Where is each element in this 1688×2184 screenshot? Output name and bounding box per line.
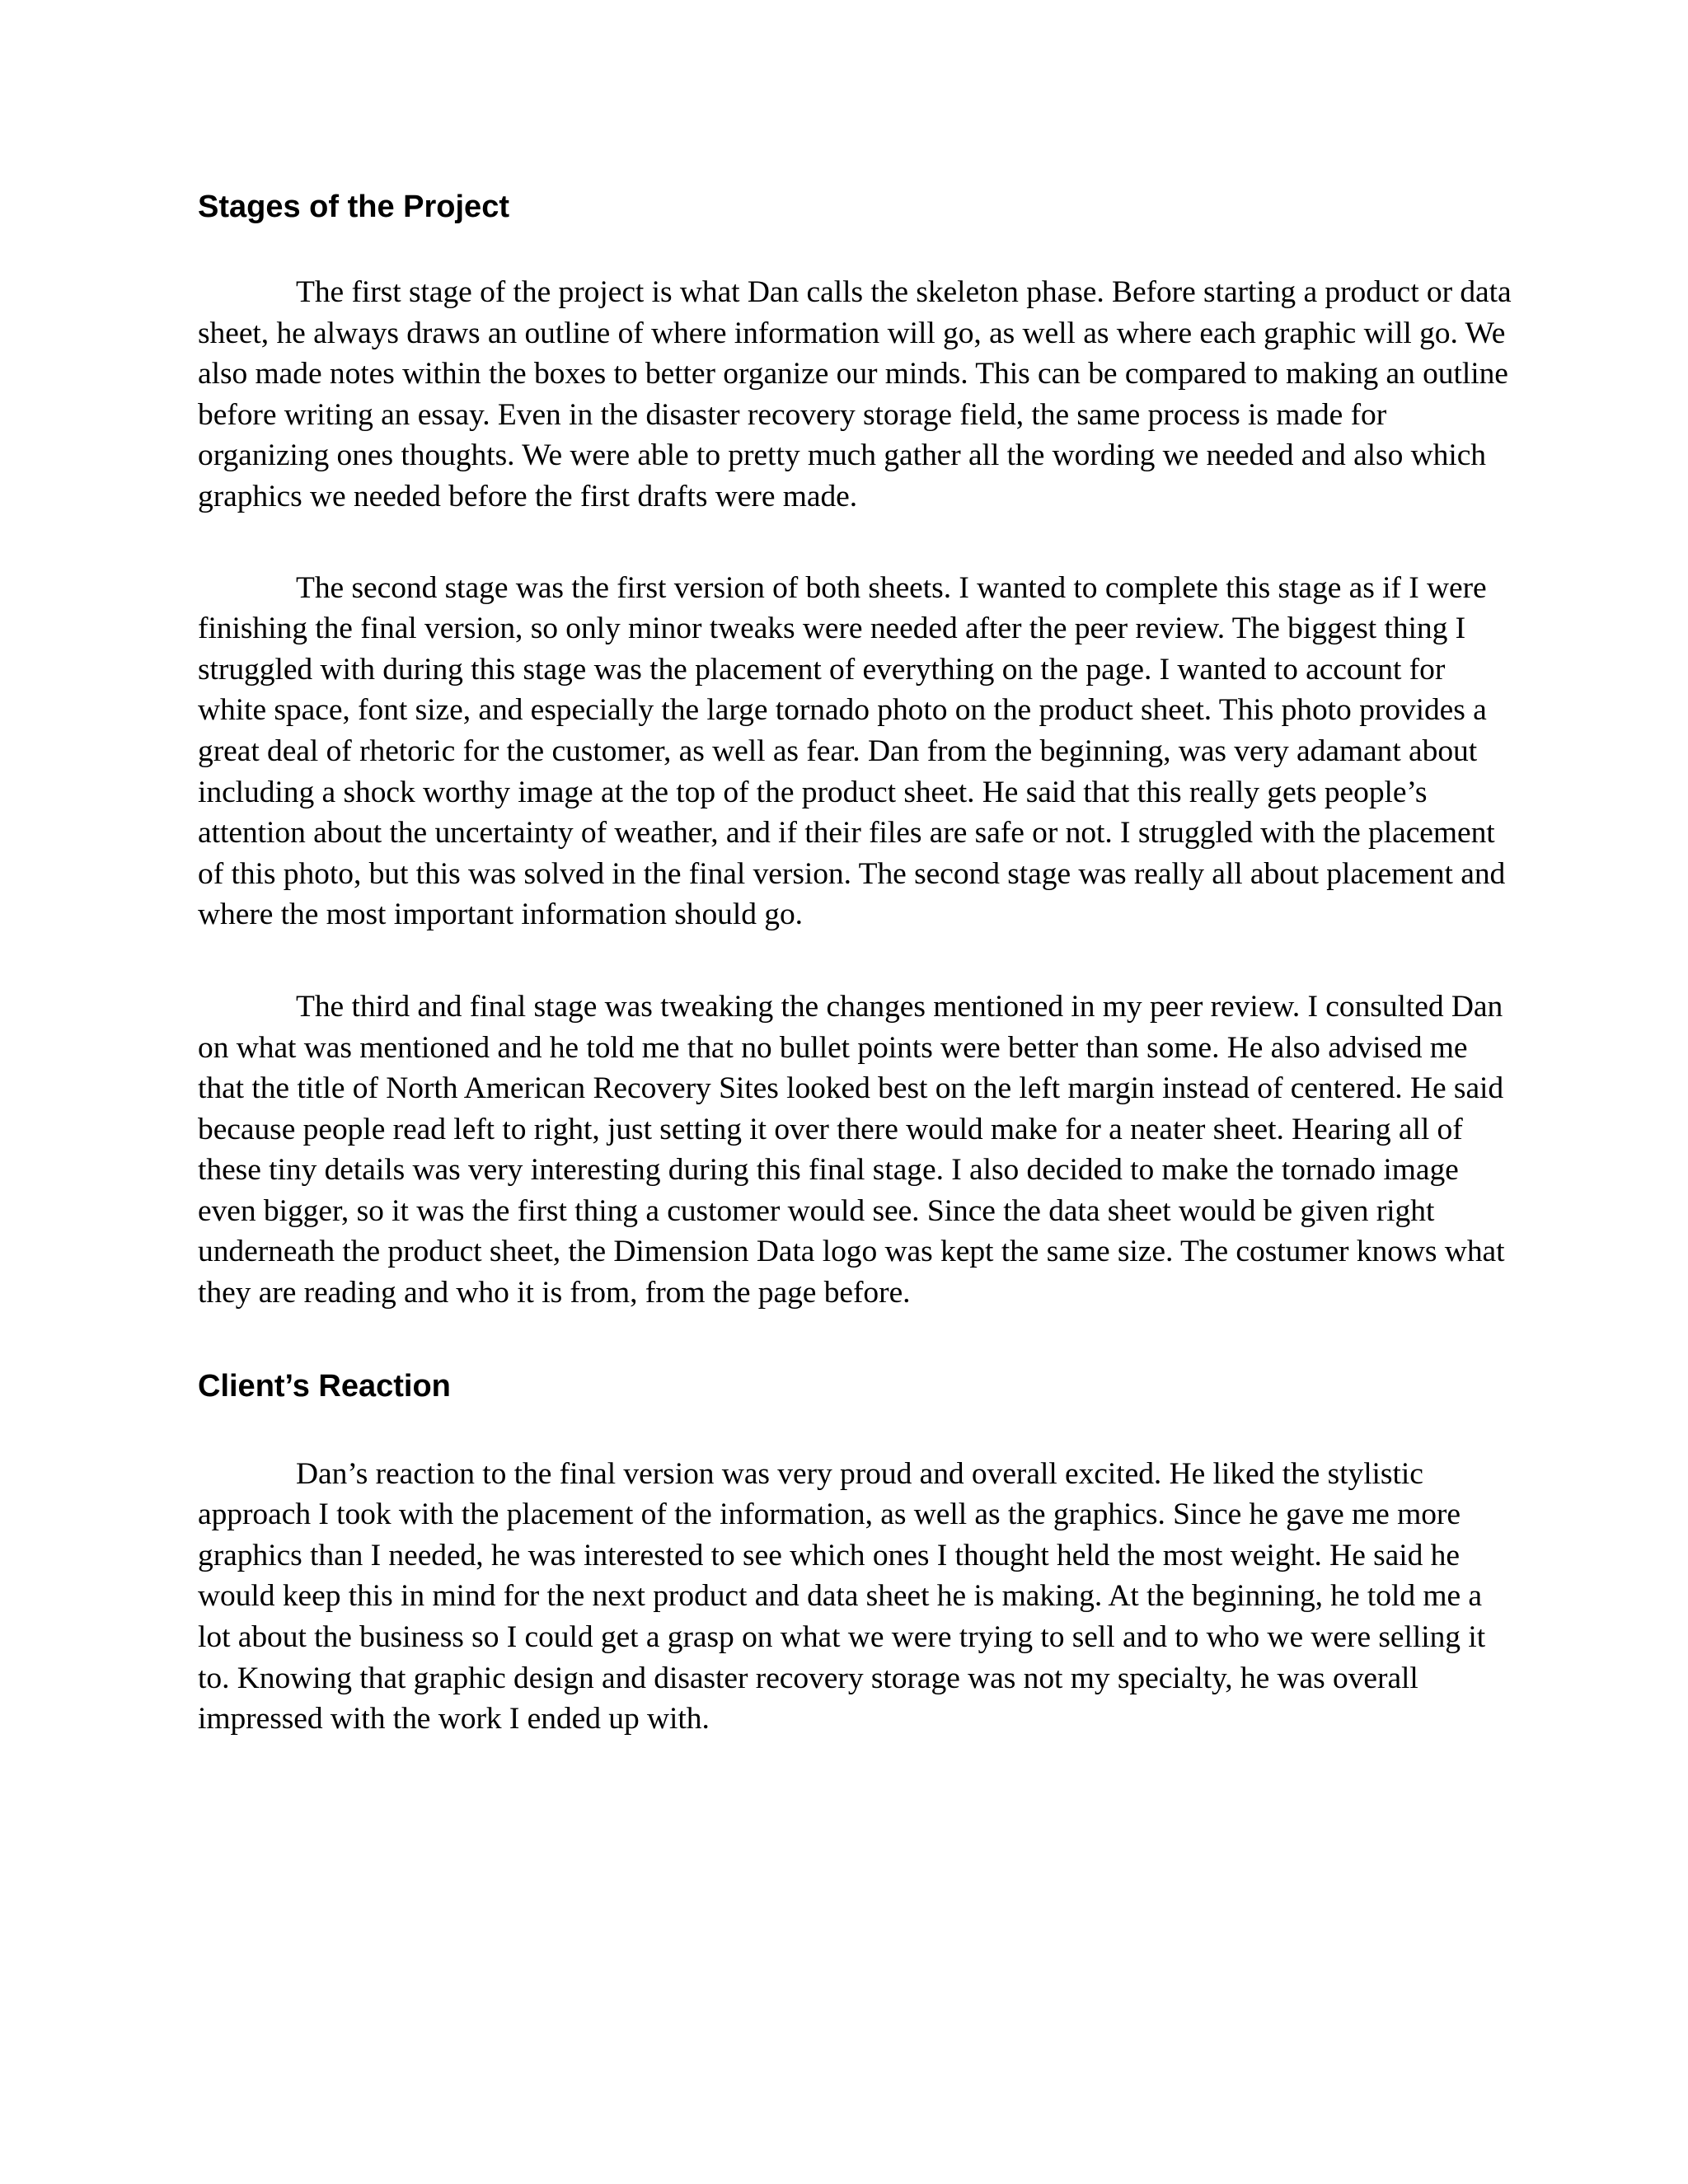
section-heading-reaction: Client’s Reaction	[198, 1368, 451, 1404]
paragraph-third-stage: The third and final stage was tweaking the changes mentioned in my peer review. I consulted Dan on what was mentioned and he told me that no bullet points were better than some. He also advised me that the title of North American Recovery Sites looked best on the left margin instead of centered. He said because people read left to right, just setting it over there would make for a neater sheet. Hearing all of these tiny details was very interesting during this final stage. I also decided to make the tornado image even bigger, so it was the first thing a customer would see. Since the data sheet would be given right underneath the product sheet, the Dimension Data logo was kept the same size. The costumer knows what they are reading and who it is from, from the page before.	[198, 989, 1505, 1310]
paragraph-skeleton-phase: The first stage of the project is what Dan calls the skeleton phase. Before starting a product or data sheet, he always draws an outline of where information will go, as well as where each graphic will go. We also made notes within the boxes to better organize our minds. This can be compared to making an outline before writing an essay. Even in the disaster recovery storage field, the same process is made for organizing ones thoughts. We were able to pretty much gather all the wording we needed and also which graphics we needed before the first drafts were made.	[198, 275, 1512, 513]
document-page	[198, 186, 1512, 1740]
paragraph-client-reaction: Dan’s reaction to the final version was very proud and overall excited. He liked the stylistic approach I took with the placement of the information, as well as the graphics. Since he gave me more graphics than I needed, he was interested to see which ones I thought held the most weight. He said he would keep this in mind for the next product and data sheet he is making. At the beginning, he told me a lot about the business so I could get a grasp on what we were trying to sell and to who we were selling it to. Knowing that graphic design and disaster recovery storage was not my specialty, he was overall impressed with the work I ended up with.	[198, 1456, 1486, 1736]
paragraph-second-stage: The second stage was the first version of both sheets. I wanted to complete this stage as if I were finishing the final version, so only minor tweaks were needed after the peer review. The biggest thing I struggled with during this stage was the placement of everything on the page. I wanted to account for white space, font size, and especially the large tornado photo on the product sheet. This photo provides a great deal of rhetoric for the customer, as well as fear. Dan from the beginning, was very adamant about including a shock worthy image at the top of the product sheet. He said that this really gets people’s attention about the uncertainty of weather, and if their files are safe or not. I struggled with the placement of this photo, but this was solved in the final version. The second stage was really all about placement and where the most important information should go.	[198, 570, 1506, 932]
section-heading-stages: Stages of the Project	[198, 190, 509, 224]
